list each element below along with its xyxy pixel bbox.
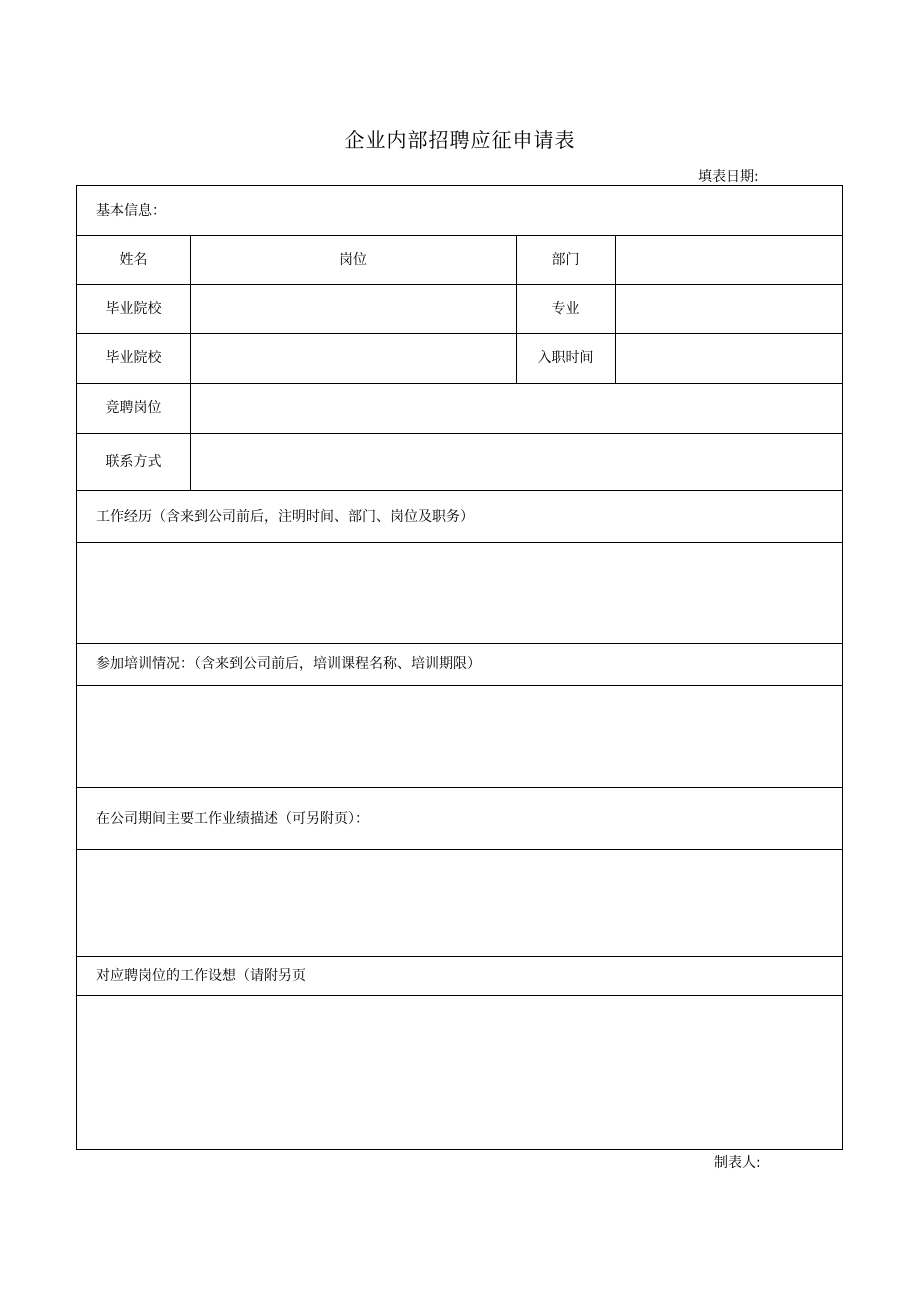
row-divider <box>77 490 842 491</box>
applied-position-label: 竞聘岗位 <box>105 400 162 416</box>
fill-date-label: 填表日期: <box>698 169 759 185</box>
work-history-field[interactable] <box>77 543 843 643</box>
work-plan-heading: 对应聘岗位的工作设想（请附另页 <box>96 968 306 984</box>
school-label: 毕业院校 <box>105 350 162 366</box>
basic-info-heading: 基本信息： <box>96 203 166 219</box>
contact-field[interactable] <box>191 434 843 490</box>
department-label: 部门 <box>551 252 580 268</box>
applied-position-field[interactable] <box>191 384 843 433</box>
school-field[interactable] <box>191 334 516 383</box>
application-form-table <box>76 185 843 1150</box>
performance-heading: 在公司期间主要工作业绩描述（可另附页）： <box>96 811 369 827</box>
row-divider <box>77 956 842 957</box>
form-title: 企业内部招聘应征申请表 <box>344 128 576 152</box>
training-field[interactable] <box>77 686 843 787</box>
row-divider <box>77 643 842 644</box>
position-label: 岗位 <box>339 252 367 268</box>
row-divider <box>77 787 842 788</box>
department-field[interactable] <box>616 236 843 284</box>
hire-date-field[interactable] <box>616 334 843 383</box>
maker-label: 制表人: <box>714 1155 761 1171</box>
school-field[interactable] <box>191 285 516 333</box>
work-plan-field[interactable] <box>77 996 843 1149</box>
major-label: 专业 <box>551 301 580 317</box>
contact-label: 联系方式 <box>105 454 162 470</box>
name-label: 姓名 <box>119 252 148 268</box>
school-label: 毕业院校 <box>105 301 162 317</box>
major-field[interactable] <box>616 285 843 333</box>
performance-field[interactable] <box>77 850 843 956</box>
work-history-heading: 工作经历（含来到公司前后，注明时间、部门、岗位及职务） <box>96 509 474 525</box>
hire-date-label: 入职时间 <box>537 350 594 366</box>
training-heading: 参加培训情况：（含来到公司前后，培训课程名称、培训期限） <box>96 656 481 672</box>
